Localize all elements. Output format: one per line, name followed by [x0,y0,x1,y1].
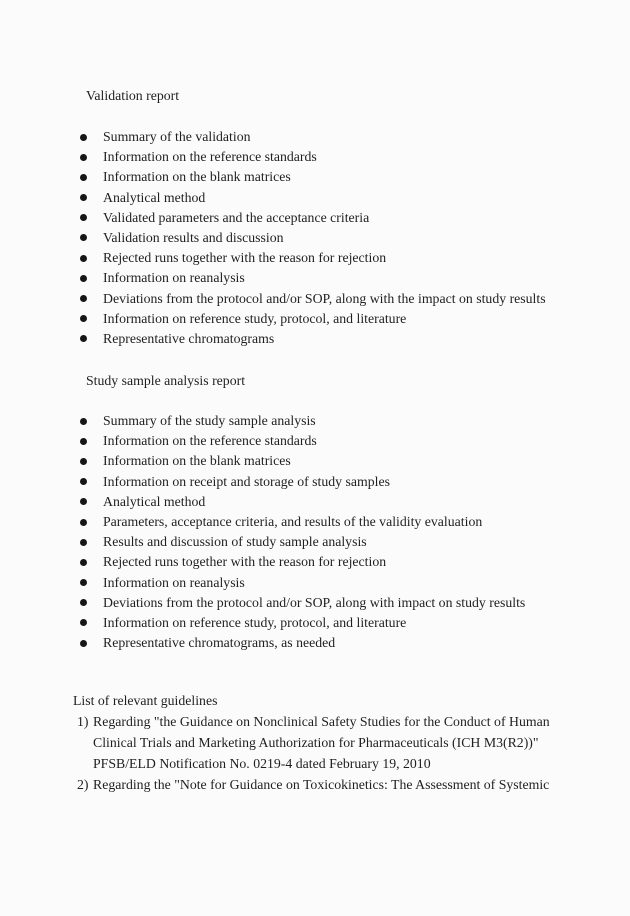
validation-report-list [73,127,610,349]
guideline-text: Clinical Trials and Marketing Authorization for Pharmaceuticals (ICH M3(R2))" [93,734,539,750]
guideline-entry-row [73,733,610,754]
list-item [80,492,610,512]
list-item [80,512,610,532]
bullet-icon [80,418,87,425]
list-item [80,431,610,451]
list-item [80,309,610,329]
section-heading-validation-report: Validation report [86,88,180,103]
list-item [80,147,610,167]
bullet-icon [80,275,87,282]
bullet-icon [80,559,87,566]
section-heading-study-sample-analysis-report: Study sample analysis report [86,373,246,389]
list-item-text: Results and discussion of study sample analysis [103,534,367,550]
list-item-text: Rejected runs together with the reason for rejection [103,250,387,266]
guideline-number: 1) [77,714,89,730]
list-item-text: Information on reference study, protocol, and literature [103,614,407,630]
study-sample-analysis-list [73,411,610,653]
list-item-text: Representative chromatograms [103,330,275,346]
list-item-text: Summary of the validation [103,129,251,144]
list-item-text: Information on the reference standards [103,433,317,449]
list-item-text: Information on the blank matrices [103,453,291,469]
bullet-icon [80,255,87,262]
guideline-entry-row [73,775,610,796]
bullet-icon [80,154,87,161]
bullet-icon [80,519,87,526]
list-item [80,411,610,431]
list-item [80,552,610,572]
list-item-text: Information on receipt and storage of study samples [103,473,390,489]
list-item-text: Analytical method [103,493,206,509]
guideline-text: Regarding the "Note for Guidance on Toxicokinetics: The Assessment of Systemic [93,776,550,792]
list-item-text: Representative chromatograms, as needed [103,635,336,651]
list-item-text: Information on reanalysis [103,270,245,286]
list-item [80,167,610,187]
bullet-icon [80,599,87,606]
guidelines-heading: List of relevant guidelines [73,693,218,709]
guideline-number: 2) [77,776,89,792]
list-item-text: Information on the reference standards [103,149,317,165]
guideline-text: Regarding "the Guidance on Nonclinical Safety Studies for the Conduct of Human [93,714,550,730]
guideline-entry-row [73,754,610,775]
list-item-text: Information on the blank matrices [103,169,291,185]
list-item [80,248,610,268]
bullet-icon [80,134,87,141]
bullet-icon [80,539,87,546]
list-item [80,532,610,552]
list-item-text: Validation results and discussion [103,229,284,245]
bullet-icon [80,234,87,241]
list-item-text: Deviations from the protocol and/or SOP, along with the impact on study results [103,290,546,306]
list-item [80,268,610,288]
bullet-icon [80,579,87,586]
list-item [80,289,610,309]
bullet-icon [80,458,87,465]
bullet-icon [80,640,87,647]
list-item-text: Validated parameters and the acceptance criteria [103,209,370,225]
list-item-text: Analytical method [103,189,206,205]
bullet-icon [80,315,87,322]
list-item [80,329,610,349]
guidelines-section [73,691,610,795]
list-item-text: Parameters, acceptance criteria, and results of the validity evaluation [103,514,483,529]
bullet-icon [80,214,87,221]
bullet-icon [80,438,87,445]
guideline-text: PFSB/ELD Notification No. 0219-4 dated February 19, 2010 [93,755,431,771]
bullet-icon [80,194,87,201]
list-item [80,472,610,492]
bullet-icon [80,498,87,505]
list-item-text: Deviations from the protocol and/or SOP, along with impact on study results [103,594,526,610]
list-item [80,633,610,653]
bullet-icon [80,174,87,181]
list-item-text: Information on reference study, protocol, and literature [103,310,407,326]
bullet-icon [80,295,87,302]
bullet-icon [80,619,87,626]
list-item [80,127,610,147]
guideline-number [77,754,93,775]
list-item [80,188,610,208]
guideline-entry-row [73,712,610,733]
list-item [80,573,610,593]
list-item-text: Information on reanalysis [103,574,245,590]
bullet-icon [80,335,87,342]
guideline-number [77,733,93,754]
list-item-text: Summary of the study sample analysis [103,413,316,429]
list-item [80,228,610,248]
list-item [80,613,610,633]
list-item [80,451,610,471]
bullet-icon [80,478,87,485]
list-item [80,208,610,228]
guidelines-list [73,712,610,795]
list-item [80,593,610,613]
list-item-text: Rejected runs together with the reason for rejection [103,554,387,570]
